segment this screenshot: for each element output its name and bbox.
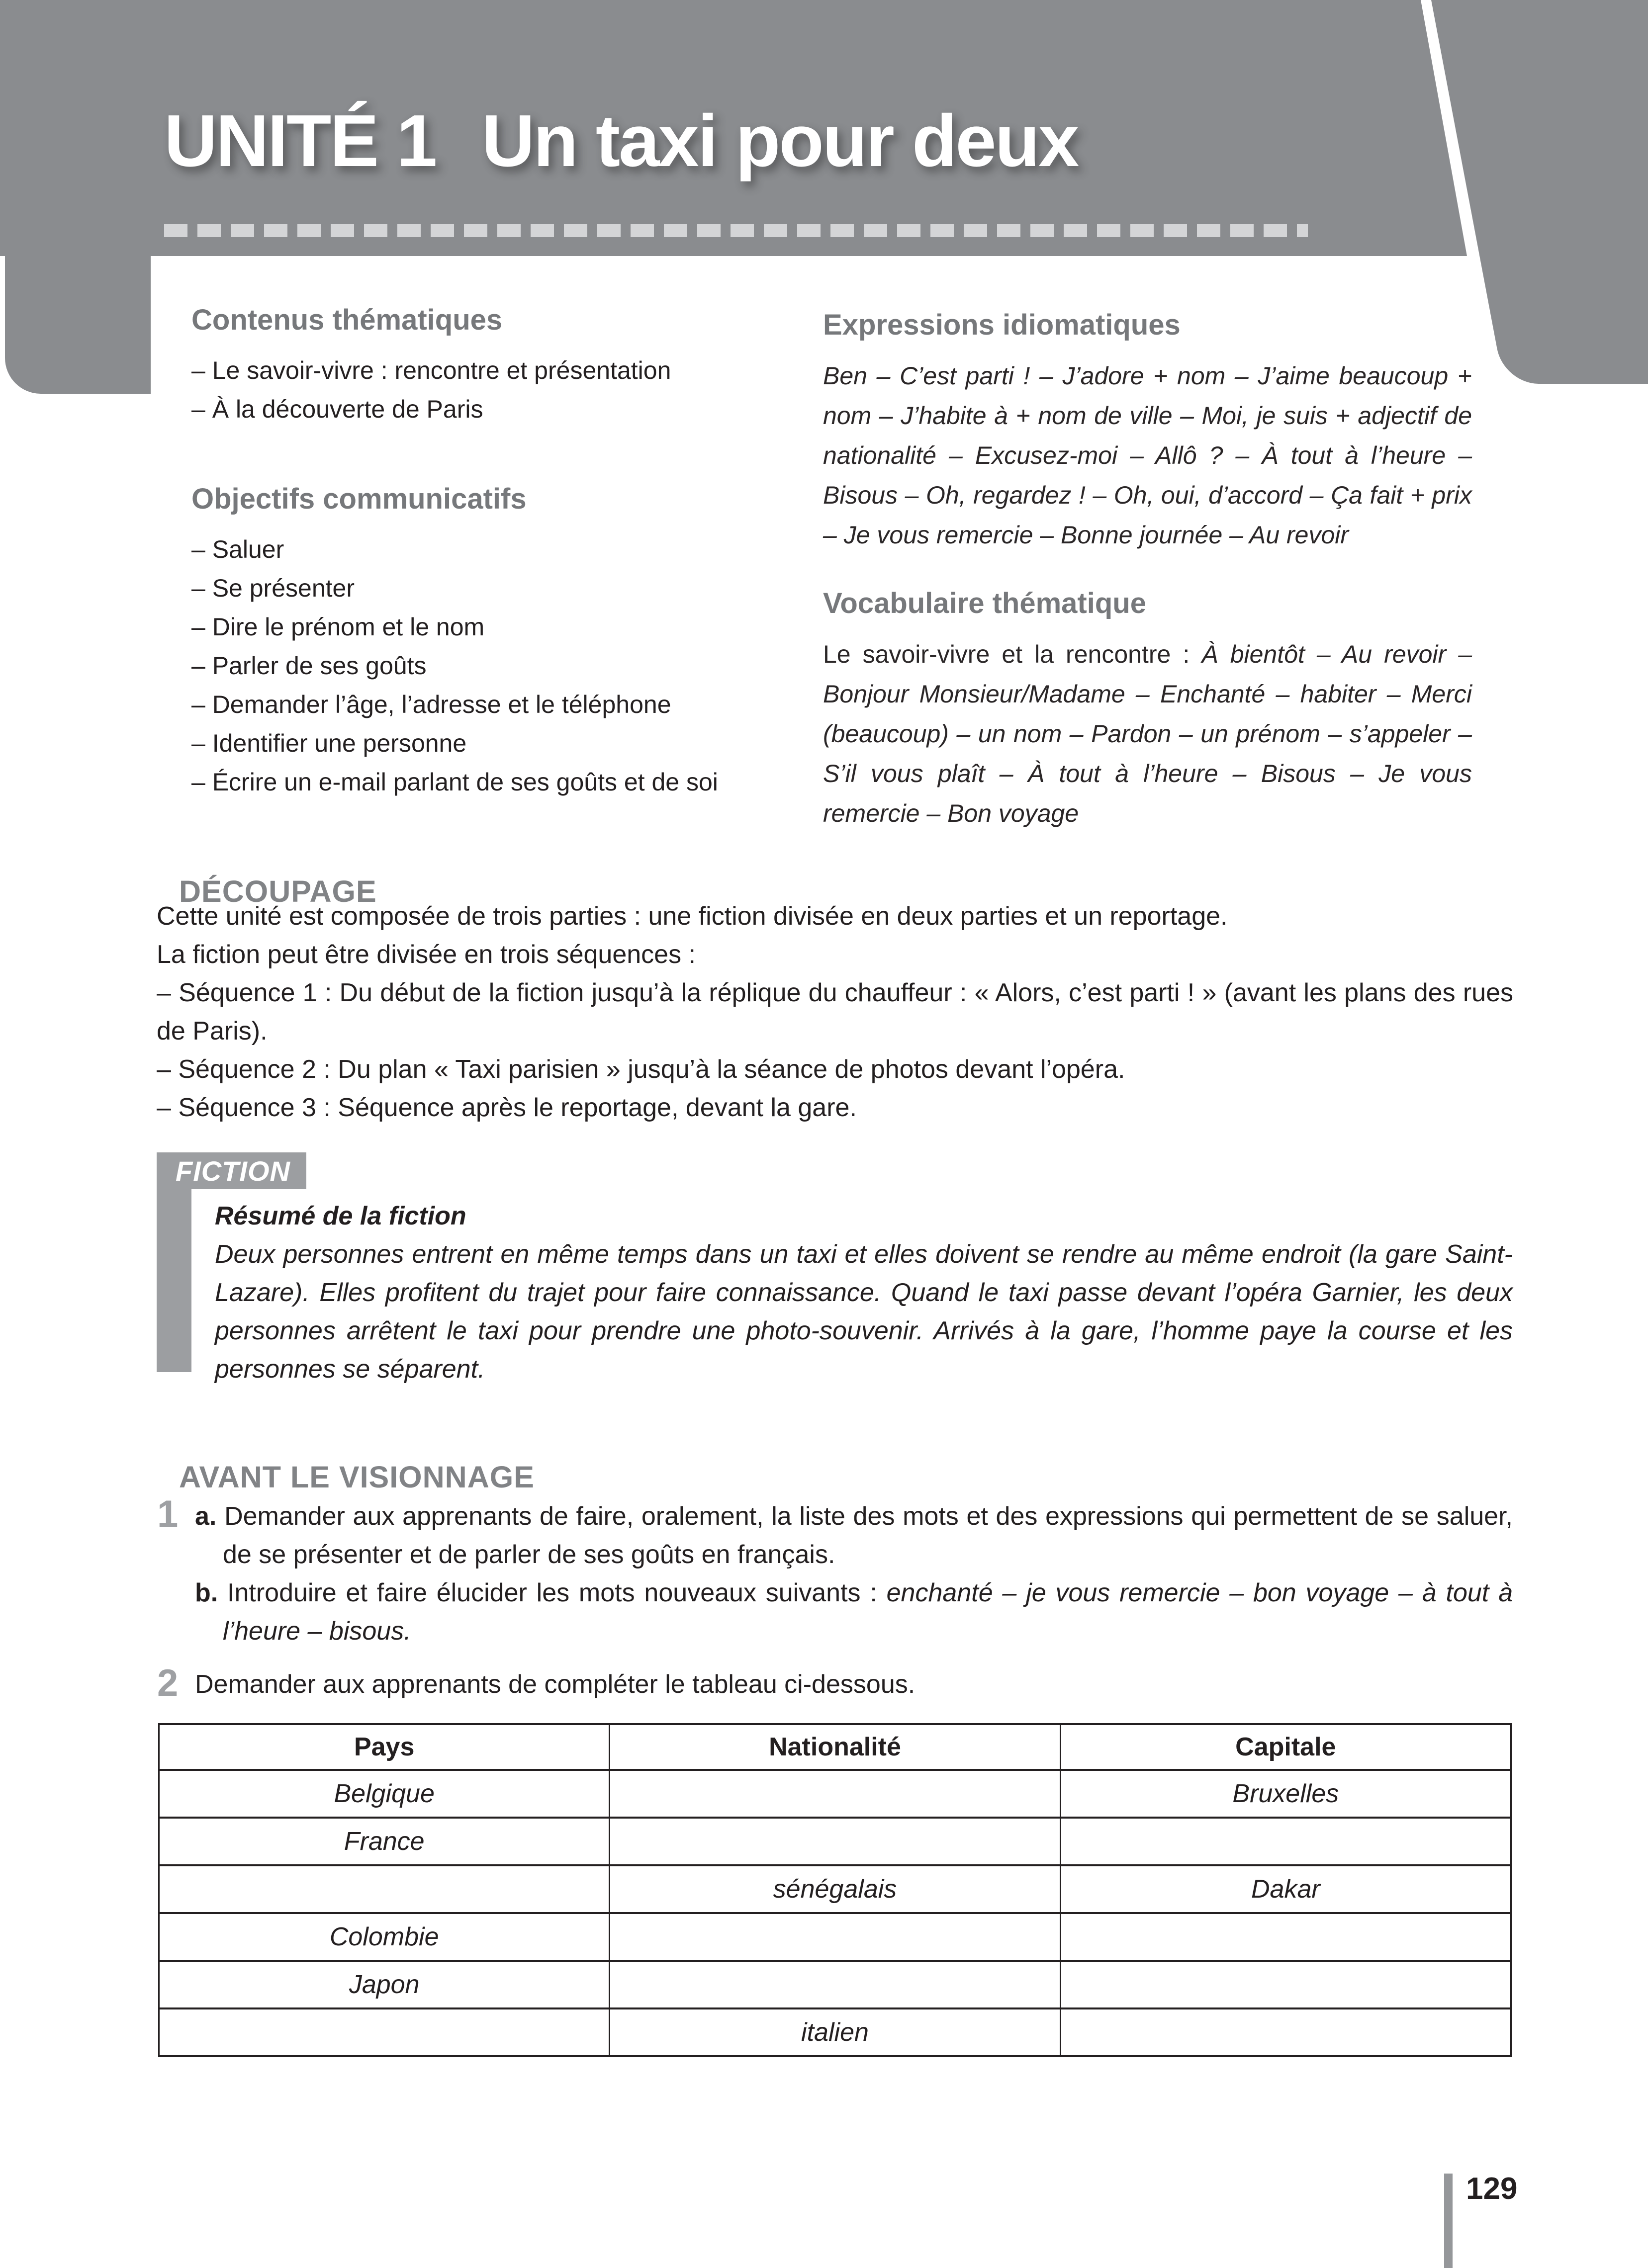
sub-item-text: Introduire et faire élucider les mots nouveaux suivants : (218, 1578, 887, 1607)
table-row (159, 2008, 1511, 2056)
table-header (159, 1724, 1511, 1770)
activity-2-text: Demander aux apprenants de compléter le tableau ci-dessous. (195, 1670, 916, 1699)
column-header: Nationalité (610, 1724, 1060, 1770)
objectifs-section (191, 483, 813, 801)
activity-1-body (195, 1497, 1513, 1651)
table-row (159, 1961, 1511, 2008)
sub-item-label: a. (195, 1502, 217, 1531)
countries-table (158, 1723, 1512, 2057)
contenus-list (191, 351, 813, 429)
vocabulaire-section (823, 588, 1472, 833)
folio-bar (1444, 2174, 1453, 2268)
fiction-content (215, 1197, 1513, 1389)
sequence-item: – Séquence 3 : Séquence après le reportage, devant la gare. (157, 1093, 857, 1122)
dashed-divider (164, 224, 1308, 237)
fiction-resume-title: Résumé de la fiction (215, 1202, 466, 1230)
table-cell: Bruxelles (1060, 1770, 1511, 1818)
activity-number: 1 (157, 1493, 179, 1535)
table-cell: Japon (159, 1961, 610, 2008)
list-item: – Dire le prénom et le nom (191, 612, 485, 641)
table-cell: sénégalais (610, 1865, 1060, 1913)
table-cell (159, 1865, 610, 1913)
sequence-item: – Séquence 2 : Du plan « Taxi parisien » jusqu’à la séance de photos devant l’opéra. (157, 1055, 1125, 1084)
decoupage-body (157, 897, 1513, 1127)
objectifs-heading: Objectifs communicatifs (191, 483, 527, 515)
list-item: – Parler de ses goûts (191, 651, 427, 680)
list-item: – Demander l’âge, l’adresse et le téléphone (191, 690, 671, 718)
sub-item-text: Demander aux apprenants de faire, oralement, la liste des mots et des expressions qui permettent de se saluer, de se présenter et de parler de ses goûts en français. (216, 1502, 1513, 1569)
avant-heading: AVANT LE VISIONNAGE (179, 1460, 535, 1494)
activity-1a (195, 1497, 1513, 1574)
fiction-badge: FICTION (157, 1152, 306, 1189)
table-cell (1060, 1961, 1511, 2008)
expressions-text: Ben – C’est parti ! – J’adore + nom – J’aime beaucoup + nom – J’habite à + nom de ville – Moi, je suis + adjectif de nationalité – Excusez-moi – Allô ? – À tout à l’heure – Bisous – Oh, regardez ! – Oh, oui, d’accord – Ça fait + prix – Je vous remercie – Bonne journée – Au revoir (823, 361, 1472, 549)
objectifs-list (191, 530, 813, 801)
table-cell: Belgique (159, 1770, 610, 1818)
contenus-section (191, 304, 813, 429)
list-item: – Écrire un e-mail parlant de ses goûts et de soi (191, 768, 718, 796)
table-cell: France (159, 1818, 610, 1865)
unit-title (164, 100, 1078, 182)
column-header: Capitale (1060, 1724, 1511, 1770)
sequence-item: – Séquence 1 : Du début de la fiction jusqu’à la réplique du chauffeur : « Alors, c’est parti ! » (avant les plans des rues de Paris). (157, 978, 1513, 1046)
table-row (159, 1913, 1511, 1961)
decoupage-intro-line: La fiction peut être divisée en trois séquences : (157, 940, 696, 969)
vocabulaire-terms: À bientôt – Au revoir – Bonjour Monsieur/Madame – Enchanté – habiter – Merci (beaucoup) – un nom – Pardon – un prénom – s’appeler – S’il vous plaît – À tout à l’heure – Bisous – Je vous remercie – Bon voyage (823, 640, 1472, 827)
table-cell (1060, 2008, 1511, 2056)
banner-left-tab (5, 256, 151, 394)
decoupage-intro-line: Cette unité est composée de trois parties : une fiction divisée en deux parties et un reportage. (157, 902, 1228, 931)
vocabulaire-lead: Le savoir-vivre et la rencontre : (823, 640, 1202, 668)
page-number: 129 (1466, 2172, 1518, 2206)
activity-1b (195, 1574, 1513, 1651)
table-row (159, 1770, 1511, 1818)
unit-name: Un taxi pour deux (481, 100, 1078, 182)
column-header: Pays (159, 1724, 610, 1770)
table-cell (610, 1913, 1060, 1961)
fiction-side-bar (157, 1189, 191, 1372)
table-cell (1060, 1913, 1511, 1961)
table-cell (610, 1770, 1060, 1818)
expressions-heading: Expressions idiomatiques (823, 309, 1181, 341)
sub-item-label: b. (195, 1578, 218, 1607)
vocabulaire-text (823, 634, 1472, 833)
table-row (159, 1865, 1511, 1913)
activity-number: 2 (157, 1662, 179, 1704)
list-item: – Identifier une personne (191, 729, 467, 757)
fiction-resume-text: Deux personnes entrent en même temps dans un taxi et elles doivent se rendre au même endroit (la gare Saint-Lazare). Elles profitent du trajet pour faire connaissance. Quand le taxi passe devant l’opéra Garnier, les deux personnes arrêtent le taxi pour prendre une photo-souvenir. Arrivés à la gare, l’homme paye la course et les personnes se séparent. (215, 1240, 1513, 1384)
table-cell: Dakar (1060, 1865, 1511, 1913)
table-cell: italien (610, 2008, 1060, 2056)
table-row (159, 1818, 1511, 1865)
table-cell: Colombie (159, 1913, 610, 1961)
table-cell (159, 2008, 610, 2056)
sub-item-italic-terms: enchanté – je vous remercie – bon voyage – à tout à l’heure – bisous. (223, 1578, 1513, 1646)
table-cell (1060, 1818, 1511, 1865)
expressions-section (823, 309, 1472, 555)
list-item: – Se présenter (191, 574, 355, 602)
table-cell (610, 1961, 1060, 2008)
contenus-heading: Contenus thématiques (191, 304, 503, 336)
list-item: – À la découverte de Paris (191, 395, 483, 423)
decoupage-heading: DÉCOUPAGE (179, 874, 377, 908)
unit-label: UNITÉ 1 (164, 100, 436, 182)
list-item: – Le savoir-vivre : rencontre et présentation (191, 356, 671, 384)
table-cell (610, 1818, 1060, 1865)
vocabulaire-heading: Vocabulaire thématique (823, 587, 1146, 619)
list-item: – Saluer (191, 535, 284, 563)
